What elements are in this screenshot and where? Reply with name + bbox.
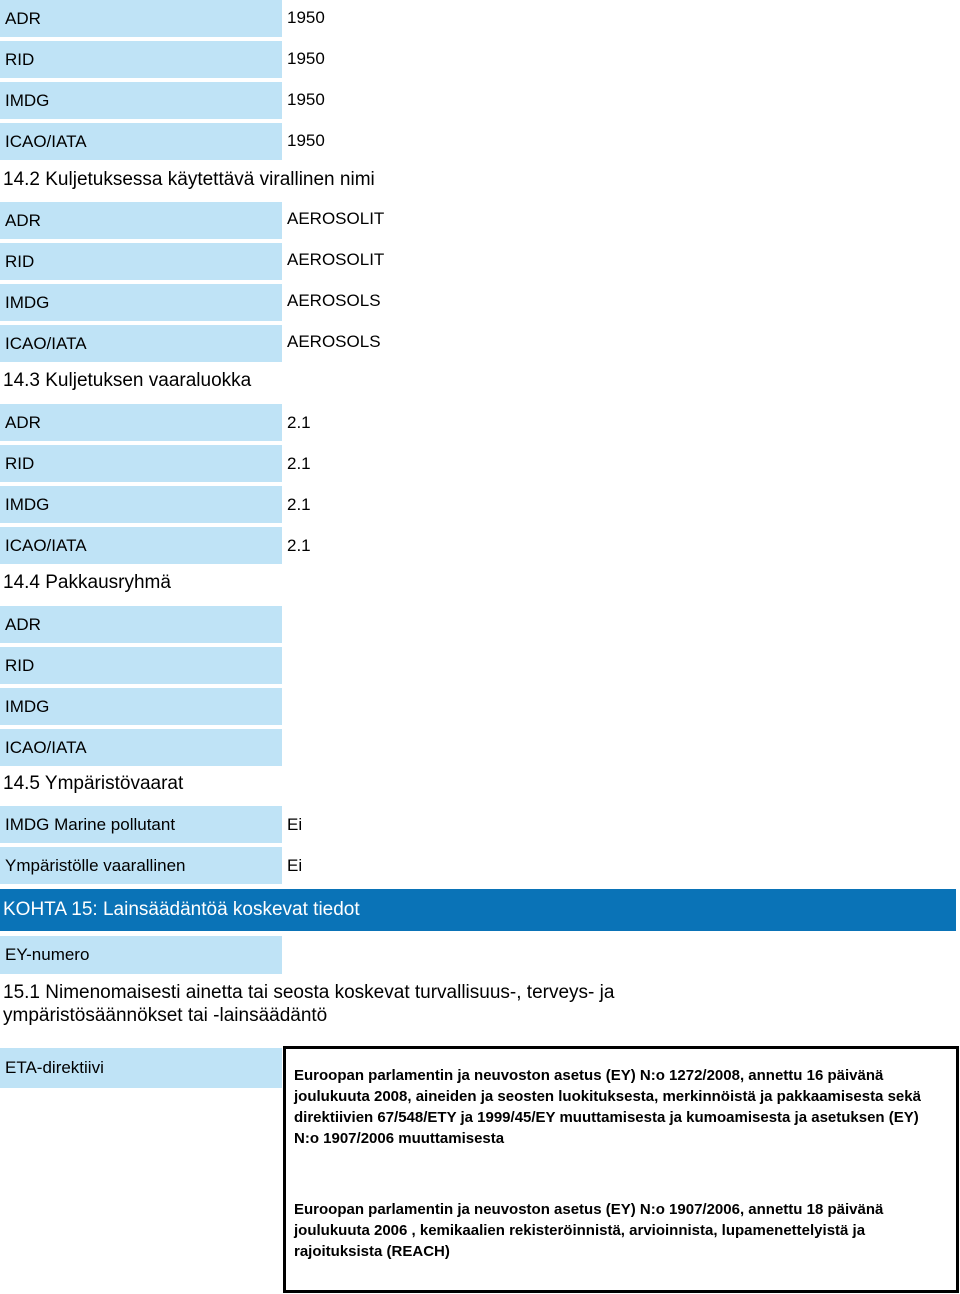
- shipping-name-value: AEROSOLIT: [287, 209, 385, 228]
- transport-mode-label: IMDG: [0, 82, 282, 119]
- section-heading-15-1-line1: 15.1 Nimenomaisesti ainetta tai seosta koskevat turvallisuus-, terveys- ja: [3, 982, 615, 1003]
- eta-directive-label: ETA-direktiivi: [0, 1048, 282, 1088]
- shipping-name-value: AEROSOLIT: [287, 250, 385, 269]
- un-number-value: 1950: [287, 90, 325, 109]
- ey-number-label: EY-numero: [0, 936, 282, 974]
- shipping-name-value: AEROSOLS: [287, 332, 381, 351]
- transport-mode-label: RID: [0, 445, 282, 482]
- environment-hazard-value: Ei: [287, 856, 303, 875]
- section-heading-15-1: [3, 981, 903, 1027]
- transport-mode-label: ADR: [0, 0, 282, 37]
- environment-hazard-label: IMDG Marine pollutant: [0, 806, 282, 843]
- transport-mode-label: ADR: [0, 202, 282, 239]
- transport-mode-label: IMDG: [0, 284, 282, 321]
- section-heading-15-1-line2: ympäristösäännökset tai -lainsäädäntö: [3, 1005, 328, 1026]
- environment-hazard-label: Ympäristölle vaarallinen: [0, 847, 282, 884]
- un-number-value: 1950: [287, 49, 325, 68]
- transport-mode-label: RID: [0, 41, 282, 78]
- transport-mode-label: IMDG: [0, 688, 282, 725]
- un-number-value: 1950: [287, 131, 325, 150]
- regulation-text: Euroopan parlamentin ja neuvoston asetus (EY) N:o 1272/2008, annettu 16 päivänä joulukuuta 2008, aineiden ja seosten luokituksesta, merkinnöistä ja pakkaamisesta sekä direktiivien 67/548/ETY ja 1999/45/EY muuttamisesta ja kumoamisesta ja asetuksen (EY) N:o 1907/2006 muuttamisesta: [294, 1067, 921, 1147]
- environment-hazard-value: Ei: [287, 815, 303, 834]
- transport-mode-label: ICAO/IATA: [0, 325, 282, 362]
- hazard-class-value: 2.1: [287, 536, 311, 555]
- section-heading-14-3: 14.3 Kuljetuksen vaaraluokka: [3, 370, 252, 391]
- section-heading-14-2: 14.2 Kuljetuksessa käytettävä virallinen nimi: [3, 169, 375, 190]
- section-heading-14-4: 14.4 Pakkausryhmä: [3, 572, 171, 593]
- transport-mode-label: ADR: [0, 606, 282, 643]
- hazard-class-value: 2.1: [287, 454, 311, 473]
- shipping-name-value: AEROSOLS: [287, 291, 381, 310]
- hazard-class-value: 2.1: [287, 413, 311, 432]
- transport-mode-label: ICAO/IATA: [0, 729, 282, 766]
- regulation-text: Euroopan parlamentin ja neuvoston asetus (EY) N:o 1907/2006, annettu 18 päivänä joulukuuta 2006 , kemikaalien rekisteröinnistä, arvioinnista, lupamenettelyistä ja rajoituksista (REACH): [294, 1201, 884, 1260]
- transport-mode-label: RID: [0, 243, 282, 280]
- section-heading-14-5: 14.5 Ympäristövaarat: [3, 773, 184, 794]
- regulations-box: [283, 1046, 959, 1293]
- un-number-value: 1950: [287, 8, 325, 27]
- transport-mode-label: ICAO/IATA: [0, 527, 282, 564]
- transport-mode-label: ADR: [0, 404, 282, 441]
- transport-mode-label: IMDG: [0, 486, 282, 523]
- transport-mode-label: RID: [0, 647, 282, 684]
- transport-mode-label: ICAO/IATA: [0, 123, 282, 160]
- section-15-header: KOHTA 15: Lainsäädäntöä koskevat tiedot: [0, 889, 956, 931]
- hazard-class-value: 2.1: [287, 495, 311, 514]
